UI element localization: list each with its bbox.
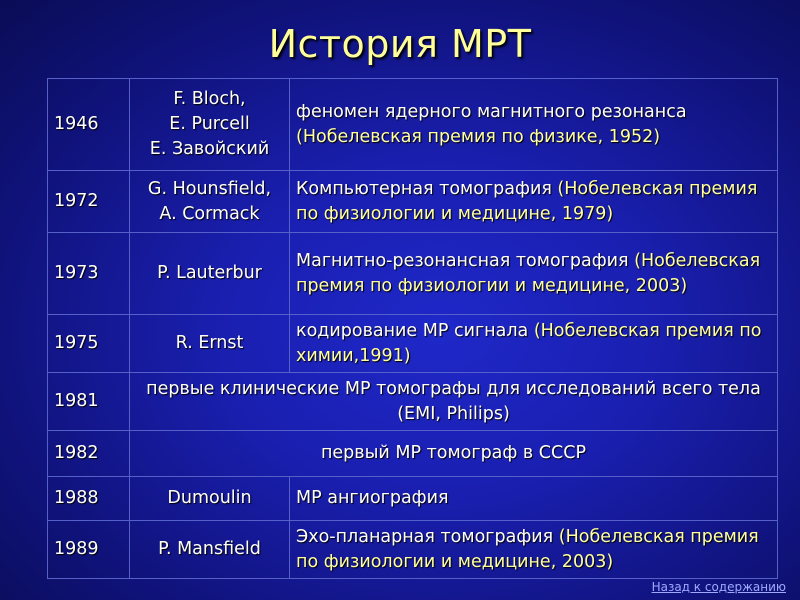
table-row <box>48 171 778 233</box>
names-cell <box>130 171 290 233</box>
history-table <box>47 78 778 579</box>
names-cell <box>130 477 290 521</box>
names-cell <box>130 315 290 373</box>
scientist-name: R. Ernst <box>175 333 244 353</box>
table-row <box>48 373 778 431</box>
back-to-contents-link[interactable]: Назад к содержанию <box>651 580 786 594</box>
scientist-name: F. Bloch, <box>173 89 246 109</box>
scientist-name: P. Mansfield <box>158 539 261 559</box>
prize-text: (Нобелевская премия по химии,1991) <box>296 320 762 366</box>
scientist-name: A. Cormack <box>159 203 260 224</box>
prize-text: (Нобелевская премия по физиологии и медицине, 2003) <box>296 250 761 296</box>
year-cell: 1989 <box>48 521 130 579</box>
page-title: История МРТ <box>268 22 532 66</box>
description-cell <box>290 79 778 171</box>
table-row <box>48 431 778 477</box>
scientist-name: Dumoulin <box>167 488 252 508</box>
table-row <box>48 315 778 373</box>
scientist-name: Е. Завойский <box>149 139 270 159</box>
discovery-text: Магнитно-резонансная томография <box>296 250 629 271</box>
description-cell <box>290 477 778 521</box>
names-cell <box>130 233 290 315</box>
year-cell: 1981 <box>48 373 130 431</box>
scientist-name: E. Purcell <box>169 114 250 134</box>
description-cell <box>290 315 778 373</box>
scientist-name: G. Hounsfield, <box>147 178 272 199</box>
prize-text: (Нобелевская премия по физиологии и медицине, 1979) <box>296 178 758 224</box>
prize-text: (Нобелевская премия по физиологии и медицине, 2003) <box>296 526 759 572</box>
year-cell: 1988 <box>48 477 130 521</box>
discovery-text: МР ангиография <box>296 488 449 508</box>
description-cell <box>290 521 778 579</box>
prize-text: (Нобелевская премия по физике, 1952) <box>296 126 661 147</box>
table-row <box>48 79 778 171</box>
scientist-name: P. Lauterbur <box>157 263 262 283</box>
year-cell: 1982 <box>48 431 130 477</box>
table-row <box>48 233 778 315</box>
discovery-text: Компьютерная томография <box>296 178 552 199</box>
names-cell <box>130 521 290 579</box>
description-cell <box>290 233 778 315</box>
discovery-text: кодирование МР сигнала <box>296 320 529 341</box>
table-row <box>48 477 778 521</box>
merged-description-cell: первый МР томограф в СССР <box>130 431 778 477</box>
year-cell: 1972 <box>48 171 130 233</box>
year-cell: 1946 <box>48 79 130 171</box>
year-cell: 1975 <box>48 315 130 373</box>
table-row <box>48 521 778 579</box>
discovery-text: феномен ядерного магнитного резонанса <box>296 101 687 122</box>
merged-description-cell: первые клинические МР томографы для исследований всего тела (EMI, Philips) <box>130 373 778 431</box>
description-cell <box>290 171 778 233</box>
names-cell <box>130 79 290 171</box>
discovery-text: Эхо-планарная томография <box>296 526 554 547</box>
year-cell: 1973 <box>48 233 130 315</box>
